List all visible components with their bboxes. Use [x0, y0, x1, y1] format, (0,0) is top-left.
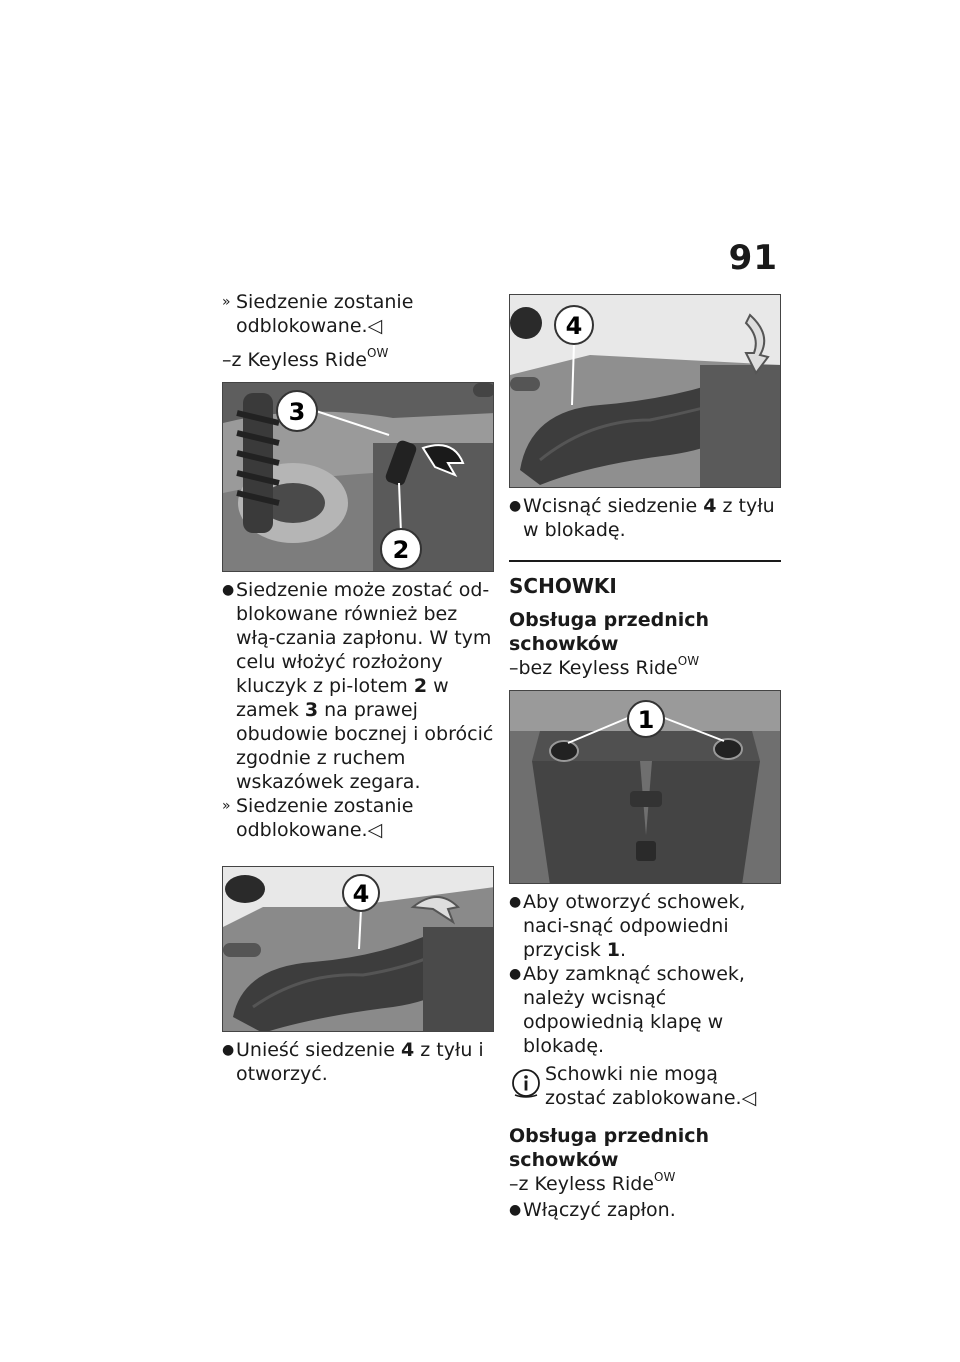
result-seat-unlocked-2: » Siedzenie zostanie odblokowane.◁ — [222, 795, 414, 841]
end-mark-icon: ◁ — [367, 315, 383, 337]
result-seat-unlocked: » Siedzenie zostanie odblokowane.◁ — [222, 291, 414, 337]
callout-1: 1 — [637, 706, 655, 734]
callout-4: 4 — [565, 312, 583, 340]
optional-equipment-sup: OW — [677, 654, 700, 668]
bullet-marker: ● — [509, 498, 522, 514]
callout-4: 4 — [352, 880, 370, 908]
section-rule — [509, 560, 781, 598]
figure-seat-lock — [222, 382, 494, 572]
callout-2: 2 — [392, 536, 410, 564]
optional-equipment-sup: OW — [367, 346, 389, 360]
step-ignition-on: ● Włączyć zapłon. — [509, 1199, 676, 1221]
bullet-marker: ● — [509, 894, 522, 910]
bullet-marker: ● — [509, 966, 522, 982]
variant-keyless-ride-2: –z Keyless Ride$^{OW}$ — [509, 1170, 676, 1195]
end-mark-icon: ◁ — [741, 1087, 757, 1109]
left-column — [222, 290, 494, 1086]
variant-keyless-ride: –z Keyless Ride$^{OW}$ — [222, 346, 389, 371]
result-marker: » — [222, 798, 231, 814]
info-note: Schowki nie mogą zostać zablokowane.◁ — [509, 1062, 781, 1110]
subheading-front-compartments-2: Obsługa przednich schowków — [509, 1125, 710, 1171]
callout-3: 3 — [288, 398, 306, 426]
page-number: 91 — [728, 238, 778, 278]
bullet-marker: ● — [222, 582, 235, 598]
variant-without-keyless-ride: –bez Keyless Ride$^{OW}$ — [509, 654, 700, 679]
right-column — [509, 290, 781, 1222]
optional-equipment-sup: OW — [654, 1170, 676, 1184]
step-unlock-without-ignition: ● Siedzenie może zostać od-blokowane również bez włą-czania zapłonu. W tym celu włożyć rozłożony kluczyk z pi-lotem 2 w zamek 3 na prawej obudowie bocznej i obrócić zgodnie z ruchem wskazówek zegara. — [222, 579, 494, 793]
figure-seat-close — [509, 294, 781, 488]
bullet-marker: ● — [222, 1042, 235, 1058]
figure-compartment-buttons — [509, 690, 781, 884]
section-title: SCHOWKI — [509, 574, 617, 598]
step-close-compartment: ● Aby zamknąć schowek, należy wcisnąć odpowiednią klapę w blokadę. — [509, 963, 745, 1057]
result-marker: » — [222, 294, 231, 310]
info-icon — [511, 1068, 541, 1104]
step-press-seat: ● Wcisnąć siedzenie 4 z tyłu w blokadę. — [509, 495, 775, 541]
end-mark-icon: ◁ — [367, 819, 383, 841]
bullet-marker: ● — [509, 1202, 522, 1218]
figure-seat-open — [222, 866, 494, 1032]
subheading-front-compartments: Obsługa przednich schowków — [509, 609, 710, 655]
step-open-compartment: ● Aby otworzyć schowek, naci-snąć odpowiedni przycisk 1. — [509, 891, 746, 961]
step-lift-seat: ● Unieść siedzenie 4 z tyłu i otworzyć. — [222, 1039, 484, 1085]
